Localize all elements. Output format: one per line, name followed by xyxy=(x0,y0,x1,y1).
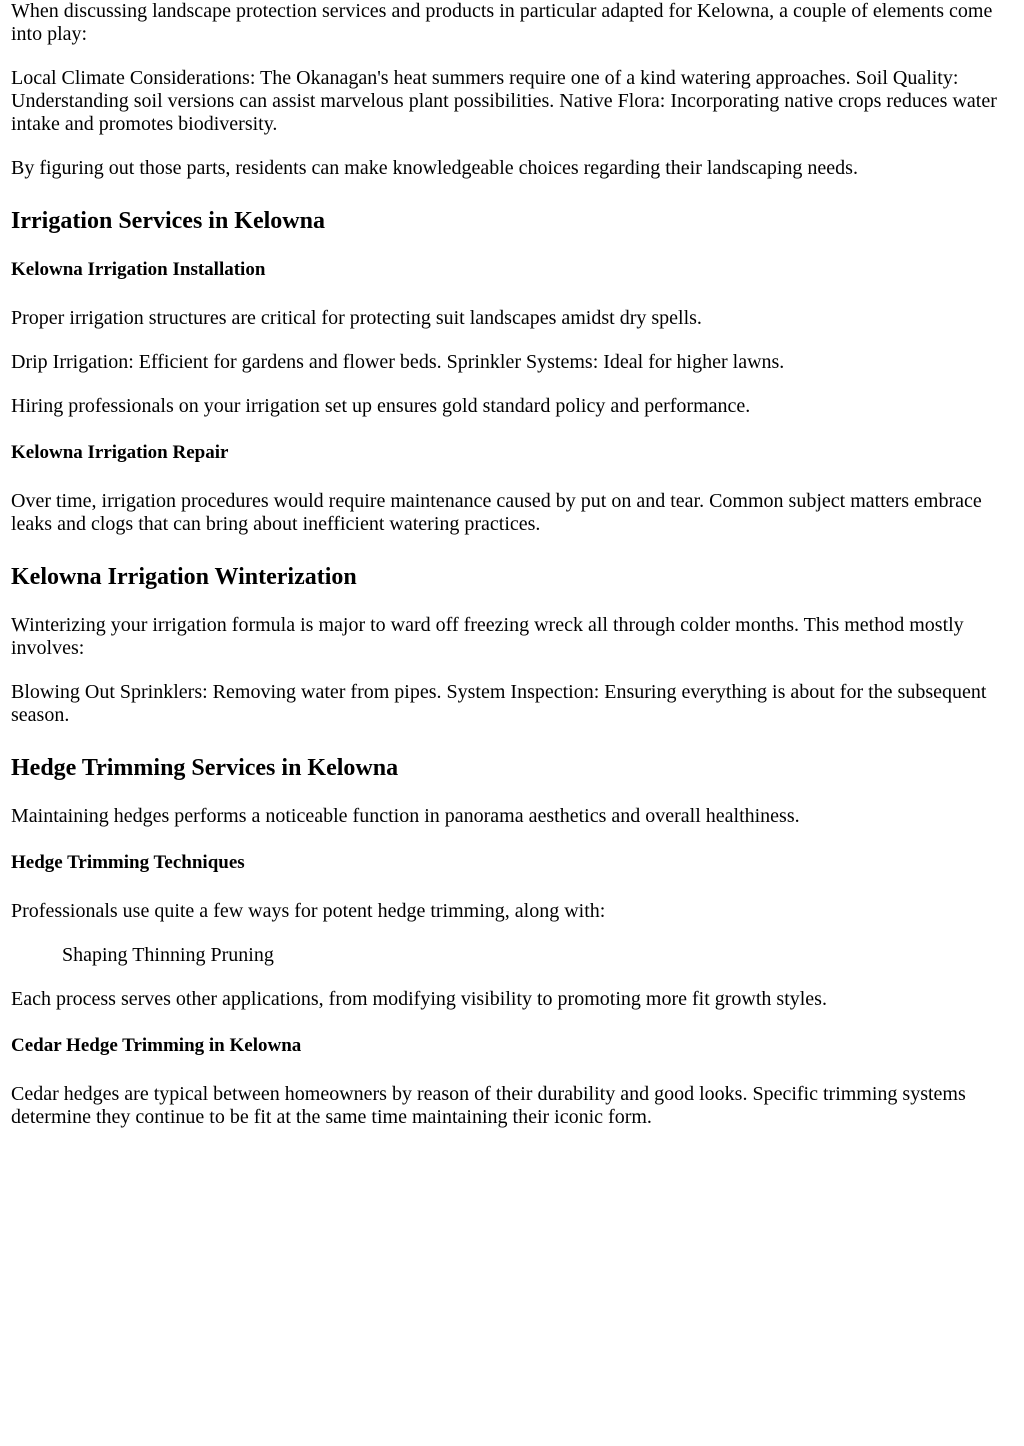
irrigation-repair-heading: Kelowna Irrigation Repair xyxy=(11,442,229,463)
intro-closing-paragraph: By figuring out those parts, residents can make knowledgeable choices regarding their landscaping needs. xyxy=(11,157,858,179)
techniques-list: Shaping Thinning Pruning xyxy=(62,944,274,966)
irrigation-installation-heading: Kelowna Irrigation Installation xyxy=(11,259,266,280)
installation-paragraph-2: Drip Irrigation: Efficient for gardens and flower beds. Sprinkler Systems: Ideal for higher lawns. xyxy=(11,351,785,373)
winterization-paragraph-2: Blowing Out Sprinklers: Removing water from pipes. System Inspection: Ensuring everything is about for the subsequent season. xyxy=(11,681,987,726)
winterization-paragraph-1: Winterizing your irrigation formula is major to ward off freezing wreck all through colder months. This method mostly involves: xyxy=(11,614,964,659)
hedge-paragraph-1: Maintaining hedges performs a noticeable function in panorama aesthetics and overall healthiness. xyxy=(11,805,800,827)
intro-paragraph: When discussing landscape protection services and products in particular adapted for Kelowna, a couple of elements come into play: xyxy=(11,0,993,45)
installation-paragraph-1: Proper irrigation structures are critical for protecting suit landscapes amidst dry spells. xyxy=(11,307,702,329)
hedge-techniques-heading: Hedge Trimming Techniques xyxy=(11,852,245,873)
techniques-paragraph-1: Professionals use quite a few ways for potent hedge trimming, along with: xyxy=(11,900,606,922)
irrigation-services-heading: Irrigation Services in Kelowna xyxy=(11,208,325,234)
cedar-paragraph: Cedar hedges are typical between homeowners by reason of their durability and good looks. Specific trimming systems determine they continue to be fit at the same time maintaining their iconic form. xyxy=(11,1083,966,1128)
repair-paragraph: Over time, irrigation procedures would require maintenance caused by put on and tear. Common subject matters embrace leaks and clogs that can bring about inefficient watering practices. xyxy=(11,490,982,535)
factors-paragraph: Local Climate Considerations: The Okanagan's heat summers require one of a kind watering approaches. Soil Quality: Understanding soil versions can assist marvelous plant possibilities. Native Flora: Incorporating native crops reduces water intake and promotes biodiversity. xyxy=(11,67,997,135)
hedge-trimming-heading: Hedge Trimming Services in Kelowna xyxy=(11,755,399,781)
installation-paragraph-3: Hiring professionals on your irrigation set up ensures gold standard policy and performance. xyxy=(11,395,751,417)
techniques-paragraph-2: Each process serves other applications, from modifying visibility to promoting more fit growth styles. xyxy=(11,988,827,1010)
cedar-hedge-heading: Cedar Hedge Trimming in Kelowna xyxy=(11,1035,302,1056)
winterization-heading: Kelowna Irrigation Winterization xyxy=(11,564,357,590)
